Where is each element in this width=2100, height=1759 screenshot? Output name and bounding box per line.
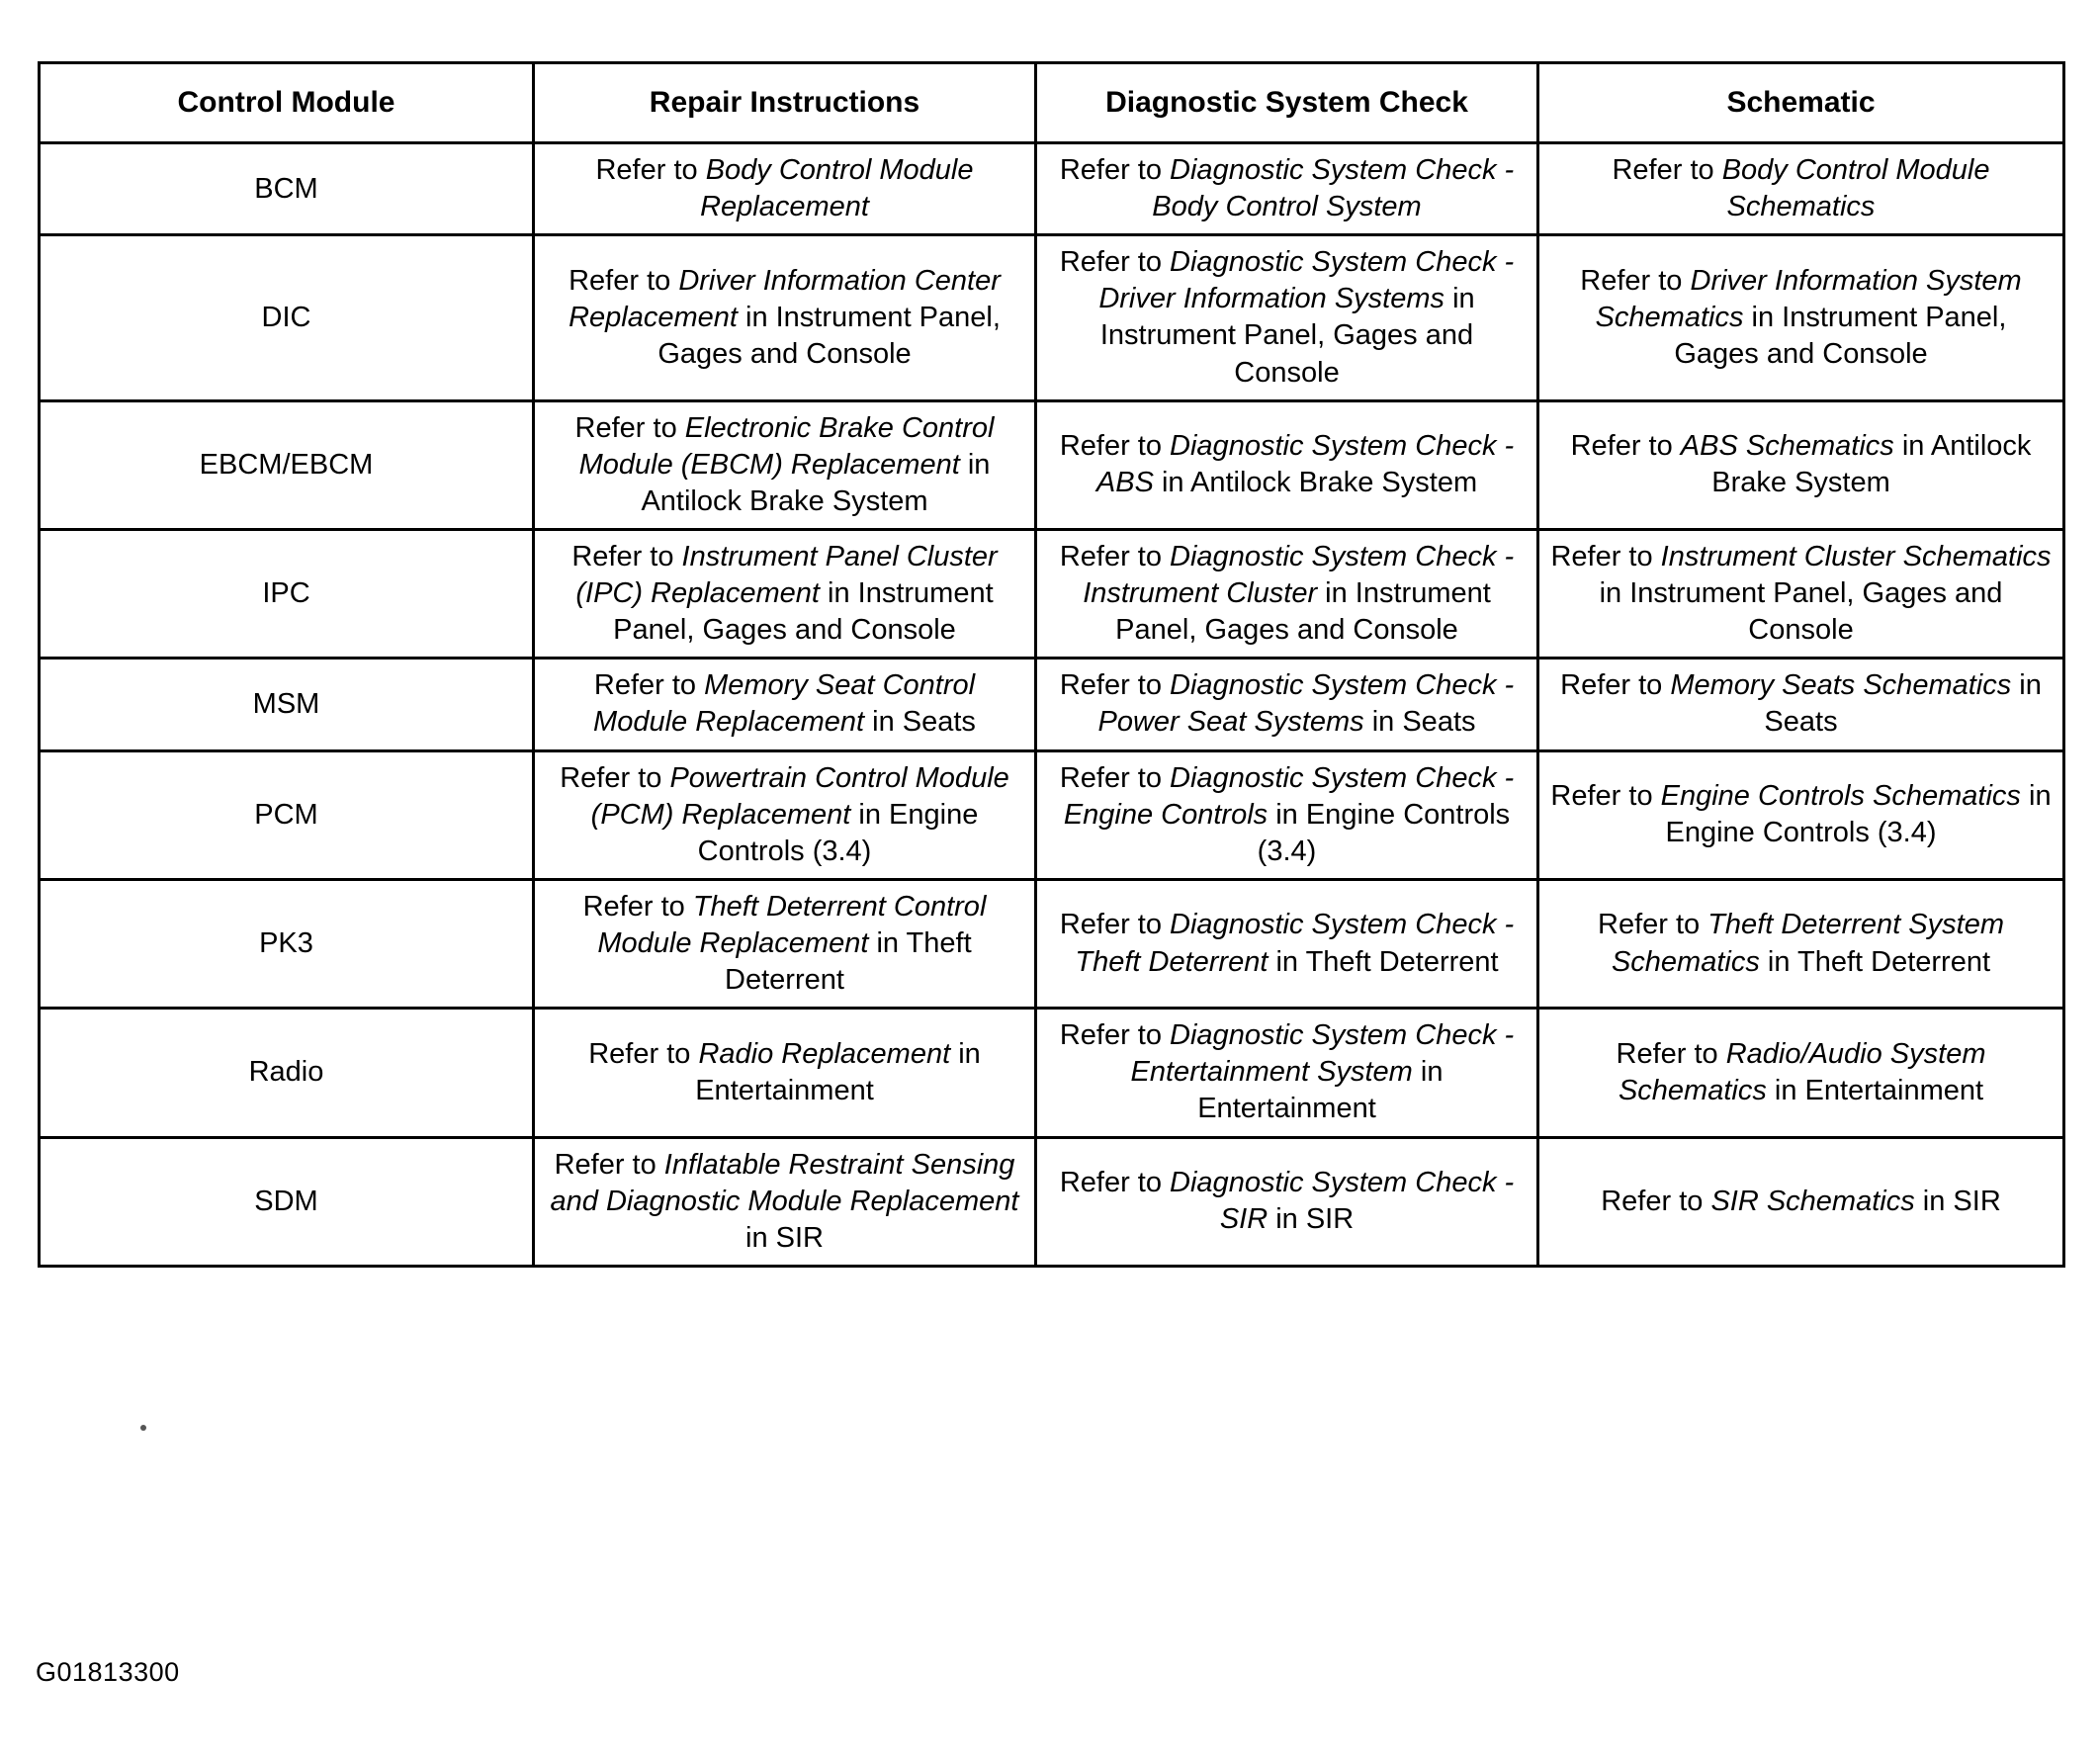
reference-text: in Antilock Brake System xyxy=(1153,467,1478,499)
cell-repair-instructions xyxy=(534,400,1036,529)
reference-text: Refer to xyxy=(1059,1019,1171,1052)
reference-text: in Engine Controls (3.4) xyxy=(697,798,979,867)
reference-text: in Entertainment xyxy=(1766,1074,1984,1106)
reference-title: ABS Schematics xyxy=(1680,430,1894,463)
table-body xyxy=(40,143,2064,1267)
reference-text: Refer to xyxy=(571,540,682,572)
cell-repair-instructions xyxy=(534,529,1036,658)
column-header-diagnostic-system-check: Diagnostic System Check xyxy=(1036,63,1538,143)
reference-text: in Instrument Panel, Gages and Console xyxy=(1115,577,1491,647)
reference-text: in Engine Controls (3.4) xyxy=(1665,780,2052,849)
reference-text: Refer to xyxy=(1560,669,1671,702)
table-row xyxy=(40,400,2064,529)
reference-text: Refer to xyxy=(582,890,693,923)
reference-text: Refer to xyxy=(1601,1185,1711,1217)
reference-text: Refer to xyxy=(1059,430,1171,463)
reference-title: Memory Seats Schematics xyxy=(1670,669,2012,702)
cell-repair-instructions xyxy=(534,143,1036,235)
reference-text: in Seats xyxy=(1363,706,1476,739)
reference-text: in Theft Deterrent xyxy=(1759,945,1991,978)
reference-title: Diagnostic System Check - ABS xyxy=(1095,430,1515,499)
cell-schematic xyxy=(1538,529,2064,658)
reference-text: Refer to xyxy=(1616,1037,1726,1070)
reference-title: Memory Seat Control Module Replacement xyxy=(593,669,976,739)
reference-text: Refer to xyxy=(1059,246,1171,279)
reference-title: Diagnostic System Check - Instrument Cluster xyxy=(1083,540,1515,610)
table-row xyxy=(40,750,2064,879)
cell-control-module: IPC xyxy=(40,529,534,658)
cell-schematic xyxy=(1538,400,2064,529)
reference-title: Diagnostic System Check - Engine Controls xyxy=(1063,761,1515,831)
cell-diagnostic-system-check xyxy=(1036,659,1538,750)
cell-control-module: DIC xyxy=(40,235,534,400)
cell-diagnostic-system-check xyxy=(1036,879,1538,1008)
reference-text: in SIR xyxy=(1914,1185,2001,1217)
cell-repair-instructions xyxy=(534,879,1036,1008)
cell-diagnostic-system-check xyxy=(1036,529,1538,658)
reference-text: Refer to xyxy=(569,264,679,297)
cell-repair-instructions xyxy=(534,235,1036,400)
reference-text: Refer to xyxy=(1059,761,1171,794)
reference-title: Driver Information System Schematics xyxy=(1595,264,2022,333)
reference-text: Refer to xyxy=(574,411,685,444)
reference-text: in Instrument Panel, Gages and Console xyxy=(657,301,1001,370)
reference-title: Electronic Brake Control Module (EBCM) Replacement xyxy=(578,411,995,481)
cell-repair-instructions xyxy=(534,659,1036,750)
figure-id-label: G01813300 xyxy=(36,1657,180,1687)
cell-control-module: SDM xyxy=(40,1137,534,1266)
reference-text: Refer to xyxy=(554,1148,664,1181)
reference-text: in Entertainment xyxy=(1197,1056,1444,1125)
cell-control-module: Radio xyxy=(40,1009,534,1137)
reference-title: Theft Deterrent Control Module Replacement xyxy=(597,890,987,959)
reference-text: Refer to xyxy=(1612,154,1722,186)
cell-diagnostic-system-check xyxy=(1036,235,1538,400)
reference-text: Refer to xyxy=(595,154,706,186)
reference-text: in Seats xyxy=(1764,669,2042,739)
cell-control-module: BCM xyxy=(40,143,534,235)
reference-text: in SIR xyxy=(1268,1203,1355,1236)
table-row xyxy=(40,1137,2064,1266)
cell-schematic xyxy=(1538,659,2064,750)
reference-text: Refer to xyxy=(1580,264,1691,297)
reference-text: in Instrument Panel, Gages and Console xyxy=(1674,301,2007,370)
reference-text: Refer to xyxy=(1550,780,1661,813)
cell-control-module: PCM xyxy=(40,750,534,879)
cell-repair-instructions xyxy=(534,1137,1036,1266)
reference-title: Diagnostic System Check - Theft Deterrent xyxy=(1075,909,1515,978)
reference-title: Diagnostic System Check - Power Seat Systems xyxy=(1097,669,1515,739)
reference-title: Powertrain Control Module (PCM) Replacement xyxy=(590,761,1009,831)
cell-diagnostic-system-check xyxy=(1036,1137,1538,1266)
reference-text: Refer to xyxy=(593,669,705,702)
table-row xyxy=(40,659,2064,750)
cell-schematic xyxy=(1538,1137,2064,1266)
reference-text: in Antilock Brake System xyxy=(1711,430,2032,499)
cell-diagnostic-system-check xyxy=(1036,400,1538,529)
reference-text: Refer to xyxy=(1059,154,1171,186)
reference-title: Driver Information Center Replacement xyxy=(569,264,1001,333)
reference-text: in SIR xyxy=(745,1221,824,1254)
reference-title: Instrument Panel Cluster (IPC) Replacement xyxy=(575,540,998,610)
cell-schematic xyxy=(1538,235,2064,400)
reference-title: Diagnostic System Check - Entertainment System xyxy=(1130,1019,1515,1089)
column-header-repair-instructions: Repair Instructions xyxy=(534,63,1036,143)
reference-text: in Entertainment xyxy=(695,1037,981,1106)
cell-diagnostic-system-check xyxy=(1036,750,1538,879)
cell-schematic xyxy=(1538,750,2064,879)
reference-text: in Instrument Panel, Gages and Console xyxy=(1099,283,1475,389)
reference-text: in Antilock Brake System xyxy=(641,448,991,517)
reference-title: SIR Schematics xyxy=(1710,1185,1915,1217)
cell-repair-instructions xyxy=(534,750,1036,879)
reference-text: in Theft Deterrent xyxy=(1268,945,1499,978)
reference-text: in Seats xyxy=(864,706,976,739)
cell-control-module: MSM xyxy=(40,659,534,750)
reference-text: Refer to xyxy=(1550,540,1661,572)
reference-title: Inflatable Restraint Sensing and Diagnostic Module Replacement xyxy=(550,1148,1019,1217)
reference-text: in Engine Controls (3.4) xyxy=(1257,798,1511,867)
table-row xyxy=(40,235,2064,400)
reference-title: Body Control Module Replacement xyxy=(700,154,974,223)
reference-title: Engine Controls Schematics xyxy=(1660,780,2021,813)
table-row xyxy=(40,529,2064,658)
cell-diagnostic-system-check xyxy=(1036,1009,1538,1137)
reference-title: Theft Deterrent System Schematics xyxy=(1611,909,2004,978)
reference-title: Radio/Audio System Schematics xyxy=(1618,1037,1986,1106)
reference-title: Diagnostic System Check - Driver Information Systems xyxy=(1098,246,1515,315)
reference-title: Diagnostic System Check - SIR xyxy=(1170,1167,1515,1236)
reference-text: Refer to xyxy=(1059,909,1171,941)
reference-text: Refer to xyxy=(560,761,670,794)
cell-control-module: PK3 xyxy=(40,879,534,1008)
cell-repair-instructions xyxy=(534,1009,1036,1137)
page-artifact-speck xyxy=(140,1425,146,1431)
reference-text: Refer to xyxy=(1059,669,1171,702)
reference-text: in Theft Deterrent xyxy=(725,926,972,997)
control-module-reference-table xyxy=(38,61,2065,1268)
reference-title: Instrument Cluster Schematics xyxy=(1660,540,2052,572)
table-header-row xyxy=(40,63,2064,143)
cell-diagnostic-system-check xyxy=(1036,143,1538,235)
reference-text: in Instrument Panel, Gages and Console xyxy=(613,577,994,647)
reference-title: Diagnostic System Check - Body Control System xyxy=(1152,154,1515,223)
table-row xyxy=(40,1009,2064,1137)
reference-text: Refer to xyxy=(1059,540,1171,572)
cell-schematic xyxy=(1538,1009,2064,1137)
cell-schematic xyxy=(1538,143,2064,235)
reference-text: Refer to xyxy=(588,1037,699,1070)
reference-text: Refer to xyxy=(1059,1167,1171,1199)
cell-control-module: EBCM/EBCM xyxy=(40,400,534,529)
table-row xyxy=(40,143,2064,235)
column-header-schematic: Schematic xyxy=(1538,63,2064,143)
table-row xyxy=(40,879,2064,1008)
reference-title: Radio Replacement xyxy=(698,1037,951,1070)
reference-text: Refer to xyxy=(1598,909,1708,941)
reference-text: Refer to xyxy=(1570,430,1681,463)
reference-text: in Instrument Panel, Gages and Console xyxy=(1599,577,2003,647)
cell-schematic xyxy=(1538,879,2064,1008)
column-header-control-module: Control Module xyxy=(40,63,534,143)
reference-title: Body Control Module Schematics xyxy=(1721,154,1990,223)
